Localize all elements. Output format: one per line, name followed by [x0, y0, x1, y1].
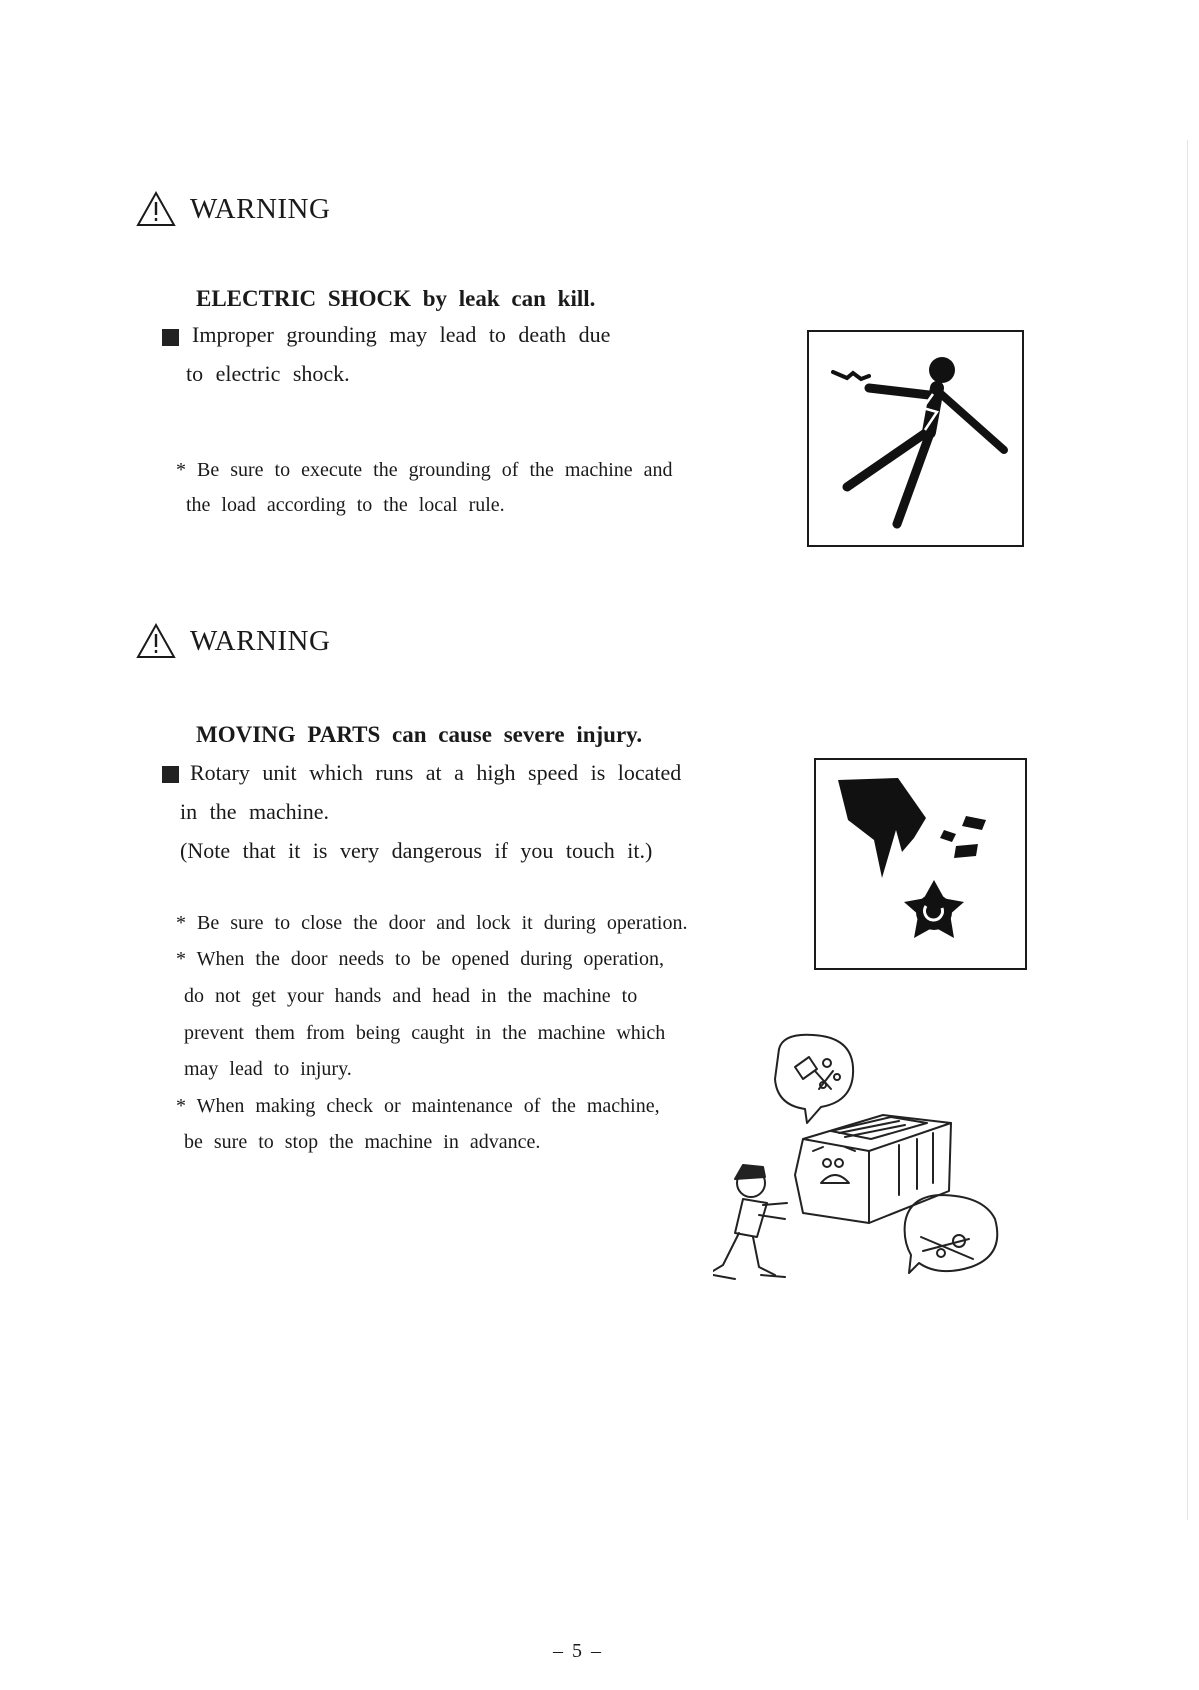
rotating-parts-pictogram [816, 760, 1025, 968]
note-line: do not get your hands and head in the machine to [184, 985, 638, 1007]
hazard-subheading: ELECTRIC SHOCK by leak can kill. [196, 286, 596, 311]
warning-triangle-icon [136, 622, 176, 660]
bullet-square-icon [162, 329, 179, 346]
body-text-line: to electric shock. [186, 361, 350, 386]
hazard-subheading: MOVING PARTS can cause severe injury. [196, 722, 643, 747]
warning-heading: WARNING [190, 193, 331, 225]
body-text-line: Rotary unit which runs at a high speed is located [190, 760, 682, 785]
note-line: prevent them from being caught in the machine which [184, 1022, 666, 1044]
body-text-line: (Note that it is very dangerous if you touch it.) [180, 838, 653, 863]
electric-shock-pictogram [809, 332, 1022, 545]
scan-edge-rule [1187, 140, 1188, 1520]
note-line: the load according to the local rule. [186, 494, 505, 516]
electric-shock-pictogram-frame [807, 330, 1024, 547]
note-line: * Be sure to close the door and lock it during operation. [176, 912, 688, 934]
note-line: * Be sure to execute the grounding of the machine and [176, 459, 673, 481]
note-line: may lead to injury. [184, 1058, 352, 1080]
warning-triangle-icon [136, 190, 176, 228]
note-line: * When the door needs to be opened during operation, [176, 948, 664, 970]
note-line: * When making check or maintenance of the machine, [176, 1095, 660, 1117]
maintenance-illustration [713, 1027, 1033, 1289]
bullet-square-icon [162, 766, 179, 783]
body-text-line: in the machine. [180, 799, 330, 824]
note-line: be sure to stop the machine in advance. [184, 1131, 541, 1153]
page-number: – 5 – [553, 1640, 603, 1662]
warning-heading: WARNING [190, 625, 331, 657]
body-text-line: Improper grounding may lead to death due [192, 322, 611, 347]
rotating-parts-pictogram-frame [814, 758, 1027, 970]
